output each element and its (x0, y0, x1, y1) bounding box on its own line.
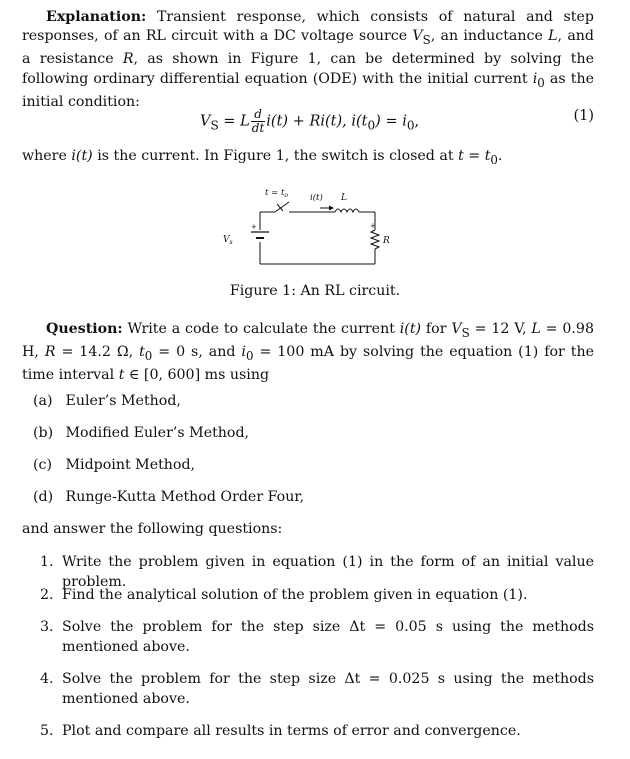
question-number: 3. (40, 619, 54, 635)
question-text: = 0.98 H, (22, 321, 594, 361)
question-text: = 12 V, (469, 321, 532, 337)
question-number: 5. (40, 723, 54, 739)
question-text: Write a code to calculate the current (122, 321, 400, 337)
method-text: Euler’s Method, (65, 393, 181, 409)
explanation-text: , and a resistance (22, 28, 594, 68)
question-number: 2. (40, 587, 54, 603)
math-i0-sub: 0 (537, 75, 545, 90)
method-text: Midpoint Method, (65, 457, 196, 473)
eq-frac-num: d (251, 108, 266, 122)
method-text: Runge-Kutta Method Order Four, (65, 489, 305, 505)
resistor-zigzag (371, 230, 379, 249)
method-label: (d) (33, 489, 54, 505)
question-text: for (421, 321, 452, 337)
method-text: Modified Euler’s Method, (65, 425, 250, 441)
eq-lhs-sub: S (210, 118, 219, 133)
switch-label-text: t = t (265, 188, 285, 198)
question-number: 1. (40, 554, 54, 570)
question-text: = 100 mA by solving the equation (1) for the time interval (22, 344, 594, 384)
math-vs-sub: S (461, 325, 470, 340)
method-label: (b) (33, 425, 54, 441)
question-item (40, 722, 594, 742)
equation-1 (22, 96, 594, 136)
question-item-text: Find the analytical solution of the problem given in equation (1). (62, 587, 528, 603)
current-arrow-head (329, 206, 334, 211)
math-i0-sub: 0 (245, 348, 254, 363)
math-l: L (531, 321, 541, 337)
explanation-text: as the initial condition: (22, 70, 594, 110)
question-paragraph (22, 320, 594, 386)
method-item (33, 392, 181, 411)
where-text: where (22, 148, 72, 164)
math-vs: V (451, 321, 462, 337)
question-label: Question: (46, 321, 123, 337)
math-l: L (548, 28, 558, 45)
inductor-coil (335, 209, 359, 212)
eq-derivative-fraction (251, 108, 266, 135)
question-text: ∈ [0, 600] ms using (124, 367, 270, 384)
eq-lhs: V (200, 113, 211, 130)
math-t0-sub: 0 (490, 152, 498, 167)
question-item (40, 618, 594, 657)
math-i0: i (532, 70, 538, 87)
math-it: i(t) (399, 321, 422, 337)
equation-body (200, 108, 419, 135)
math-t0: t (139, 344, 145, 361)
resistor-label: R (383, 236, 390, 246)
inductor-label: L (341, 193, 347, 203)
rl-circuit-diagram (215, 180, 405, 275)
method-item (33, 424, 249, 443)
eq-tail: , (414, 113, 420, 130)
where-equals: = (463, 148, 485, 164)
and-answer-text: and answer the following questions: (22, 521, 283, 537)
eq-i0-sub: 0 (406, 118, 415, 133)
eq-t0-sub: 0 (367, 118, 376, 133)
eq-term2: ) = i (375, 113, 407, 130)
question-item-text: Plot and compare all results in terms of error and convergence. (62, 723, 521, 739)
battery-plus: + (251, 223, 257, 231)
eq-frac-den: dt (251, 121, 265, 135)
source-label-text: V (223, 235, 230, 245)
where-text: is the current. In Figure 1, the switch is closed at (92, 148, 459, 164)
method-item (33, 488, 304, 507)
switch-label (265, 188, 288, 199)
explanation-label: Explanation: (46, 9, 147, 25)
math-vs-sub: S (422, 33, 431, 48)
question-item-text: Solve the problem for the step size Δt = 0.025 s using the methods mentioned above. (62, 671, 594, 707)
explanation-text: Transient response, which consists of natural and step responses, of an RL circuit with a DC voltage source (22, 9, 594, 45)
question-item (40, 586, 594, 606)
math-r: R (44, 344, 56, 361)
where-paragraph (22, 147, 594, 170)
math-it: i(t) (71, 148, 93, 164)
eq-equals: = (218, 113, 241, 130)
math-t0-sub: 0 (144, 348, 153, 363)
equation-number: (1) (573, 108, 594, 124)
explanation-text: , an inductance (430, 28, 549, 45)
question-text: = 0 s, and (152, 344, 242, 361)
source-label (223, 235, 233, 246)
math-r: R (122, 51, 134, 68)
math-t: t (458, 148, 464, 164)
question-number: 4. (40, 671, 54, 687)
question-item-text: Solve the problem for the step size Δt = 0.05 s using the methods mentioned above. (62, 619, 594, 655)
math-t: t (118, 367, 125, 384)
math-i0: i (241, 344, 246, 361)
source-label-sub: s (229, 239, 233, 246)
switch-label-sub: o (284, 192, 288, 199)
question-item-text: Write the problem given in equation (1) in the form of an initial value problem. (62, 554, 594, 590)
current-label: i(t) (310, 193, 323, 203)
eq-l: L (240, 113, 250, 130)
explanation-text: , as shown in Figure 1, can be determined by solving the following ordinary differential equation (ODE) with the initial current (22, 51, 594, 87)
eq-term1: i(t) + Ri(t), i(t (266, 113, 368, 130)
math-vs: V (412, 28, 423, 45)
where-text: . (497, 148, 503, 164)
figure-caption: Figure 1: An RL circuit. (229, 283, 401, 299)
question-item (40, 670, 594, 709)
question-text: = 14.2 Ω, (55, 344, 140, 361)
method-label: (c) (33, 457, 53, 473)
math-t0: t (484, 148, 491, 164)
method-label: (a) (33, 393, 53, 409)
method-item (33, 456, 195, 475)
resistor-plus: + (370, 222, 376, 230)
